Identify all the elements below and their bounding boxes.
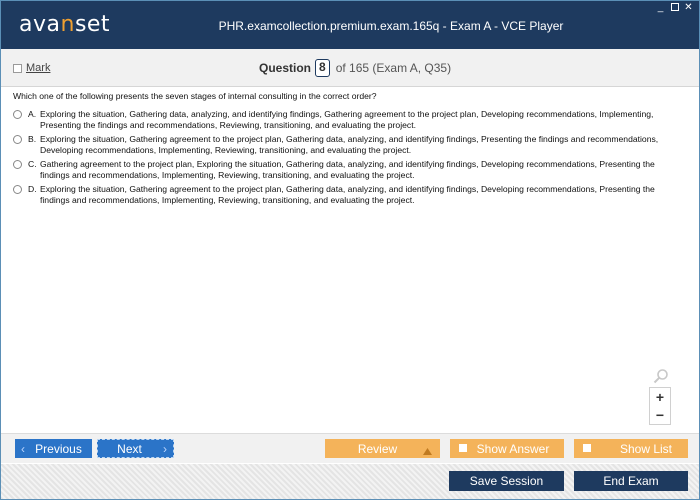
option-text: Exploring the situation, Gathering agreement to the project plan, Gathering data, analyzing, and identifying findings, Developing recommendations, Presenting the findings and recommendations, Implementing, Reviewing, transitioning, and evaluating the project.: [40, 184, 655, 205]
radio-button[interactable]: [13, 160, 22, 169]
maximize-icon[interactable]: [670, 3, 679, 12]
close-icon[interactable]: ✕: [684, 2, 693, 13]
window-title: PHR.examcollection.premium.exam.165q - Exam A - VCE Player: [218, 19, 564, 33]
question-word: Question: [259, 61, 312, 75]
question-count: of 165 (Exam A, Q35): [335, 61, 452, 75]
zoom-controls: [649, 387, 671, 425]
question-toolbar: [1, 49, 699, 87]
next-label: Next: [117, 441, 142, 456]
previous-button[interactable]: [15, 439, 92, 458]
minimize-icon[interactable]: _: [657, 2, 664, 13]
show-list-button[interactable]: [574, 439, 688, 458]
magnifier-icon[interactable]: [653, 368, 669, 384]
option-letter: D.: [28, 184, 37, 194]
mark-label: Mark: [26, 62, 51, 74]
save-session-button[interactable]: Save Session: [449, 471, 564, 491]
app-header: [1, 1, 699, 49]
checkbox-icon[interactable]: [459, 444, 467, 452]
zoom-out-button[interactable]: −: [655, 407, 665, 423]
show-answer-label: Show Answer: [476, 441, 550, 456]
mark-checkbox[interactable]: [13, 62, 50, 74]
chevron-right-icon: ›: [163, 441, 167, 456]
question-content: [13, 91, 689, 431]
radio-button[interactable]: [13, 185, 22, 194]
show-answer-button[interactable]: [450, 439, 564, 458]
radio-button[interactable]: [13, 110, 22, 119]
checkbox-icon[interactable]: [583, 444, 591, 452]
footer-bar: [1, 464, 699, 499]
question-text: Which one of the following presents the seven stages of internal consulting in the correct order?: [13, 91, 377, 101]
chevron-left-icon: ‹: [21, 441, 25, 456]
show-list-label: Show List: [619, 441, 673, 456]
window-controls: [656, 3, 693, 12]
answer-option-d[interactable]: [13, 184, 689, 206]
triangle-up-icon: [423, 444, 432, 458]
review-button[interactable]: [325, 439, 440, 458]
option-text: Exploring the situation, Gathering agreement to the project plan, Gathering data, analyzing, and identifying findings, Presenting the findings and recommendations, Developing recommendations, Implementing, Reviewing, transitioning, and evaluating the project.: [40, 134, 659, 155]
answer-option-a[interactable]: [13, 109, 689, 131]
radio-button[interactable]: [13, 135, 22, 144]
zoom-in-button[interactable]: +: [655, 389, 665, 405]
navigation-bar: [1, 433, 699, 463]
previous-label: Previous: [35, 441, 82, 456]
next-button[interactable]: [97, 439, 174, 458]
answer-option-c[interactable]: [13, 159, 689, 181]
option-letter: B.: [28, 134, 37, 144]
option-text: Gathering agreement to the project plan, Exploring the situation, Gathering data, analyzing, and identifying findings, Developing recommendations, Presenting the findings and recommendations, Implementing, Reviewing, transitioning, and evaluating the project.: [40, 159, 655, 180]
avanset-logo: avanset: [19, 12, 111, 37]
option-text: Exploring the situation, Gathering data, analyzing, and identifying findings, Gathering agreement to the project plan, Developing recommendations, Implementing, Presenting the findings and recommendations, Reviewing, transitioning, and evaluating the project.: [40, 109, 654, 130]
answer-option-b[interactable]: [13, 134, 689, 156]
question-number-input[interactable]: 8: [315, 59, 330, 77]
review-label: Review: [357, 441, 398, 456]
question-navigator: [259, 59, 451, 77]
end-exam-button[interactable]: End Exam: [574, 471, 688, 491]
checkbox-icon[interactable]: [13, 64, 22, 73]
option-letter: A.: [28, 109, 37, 119]
option-letter: C.: [28, 159, 37, 169]
